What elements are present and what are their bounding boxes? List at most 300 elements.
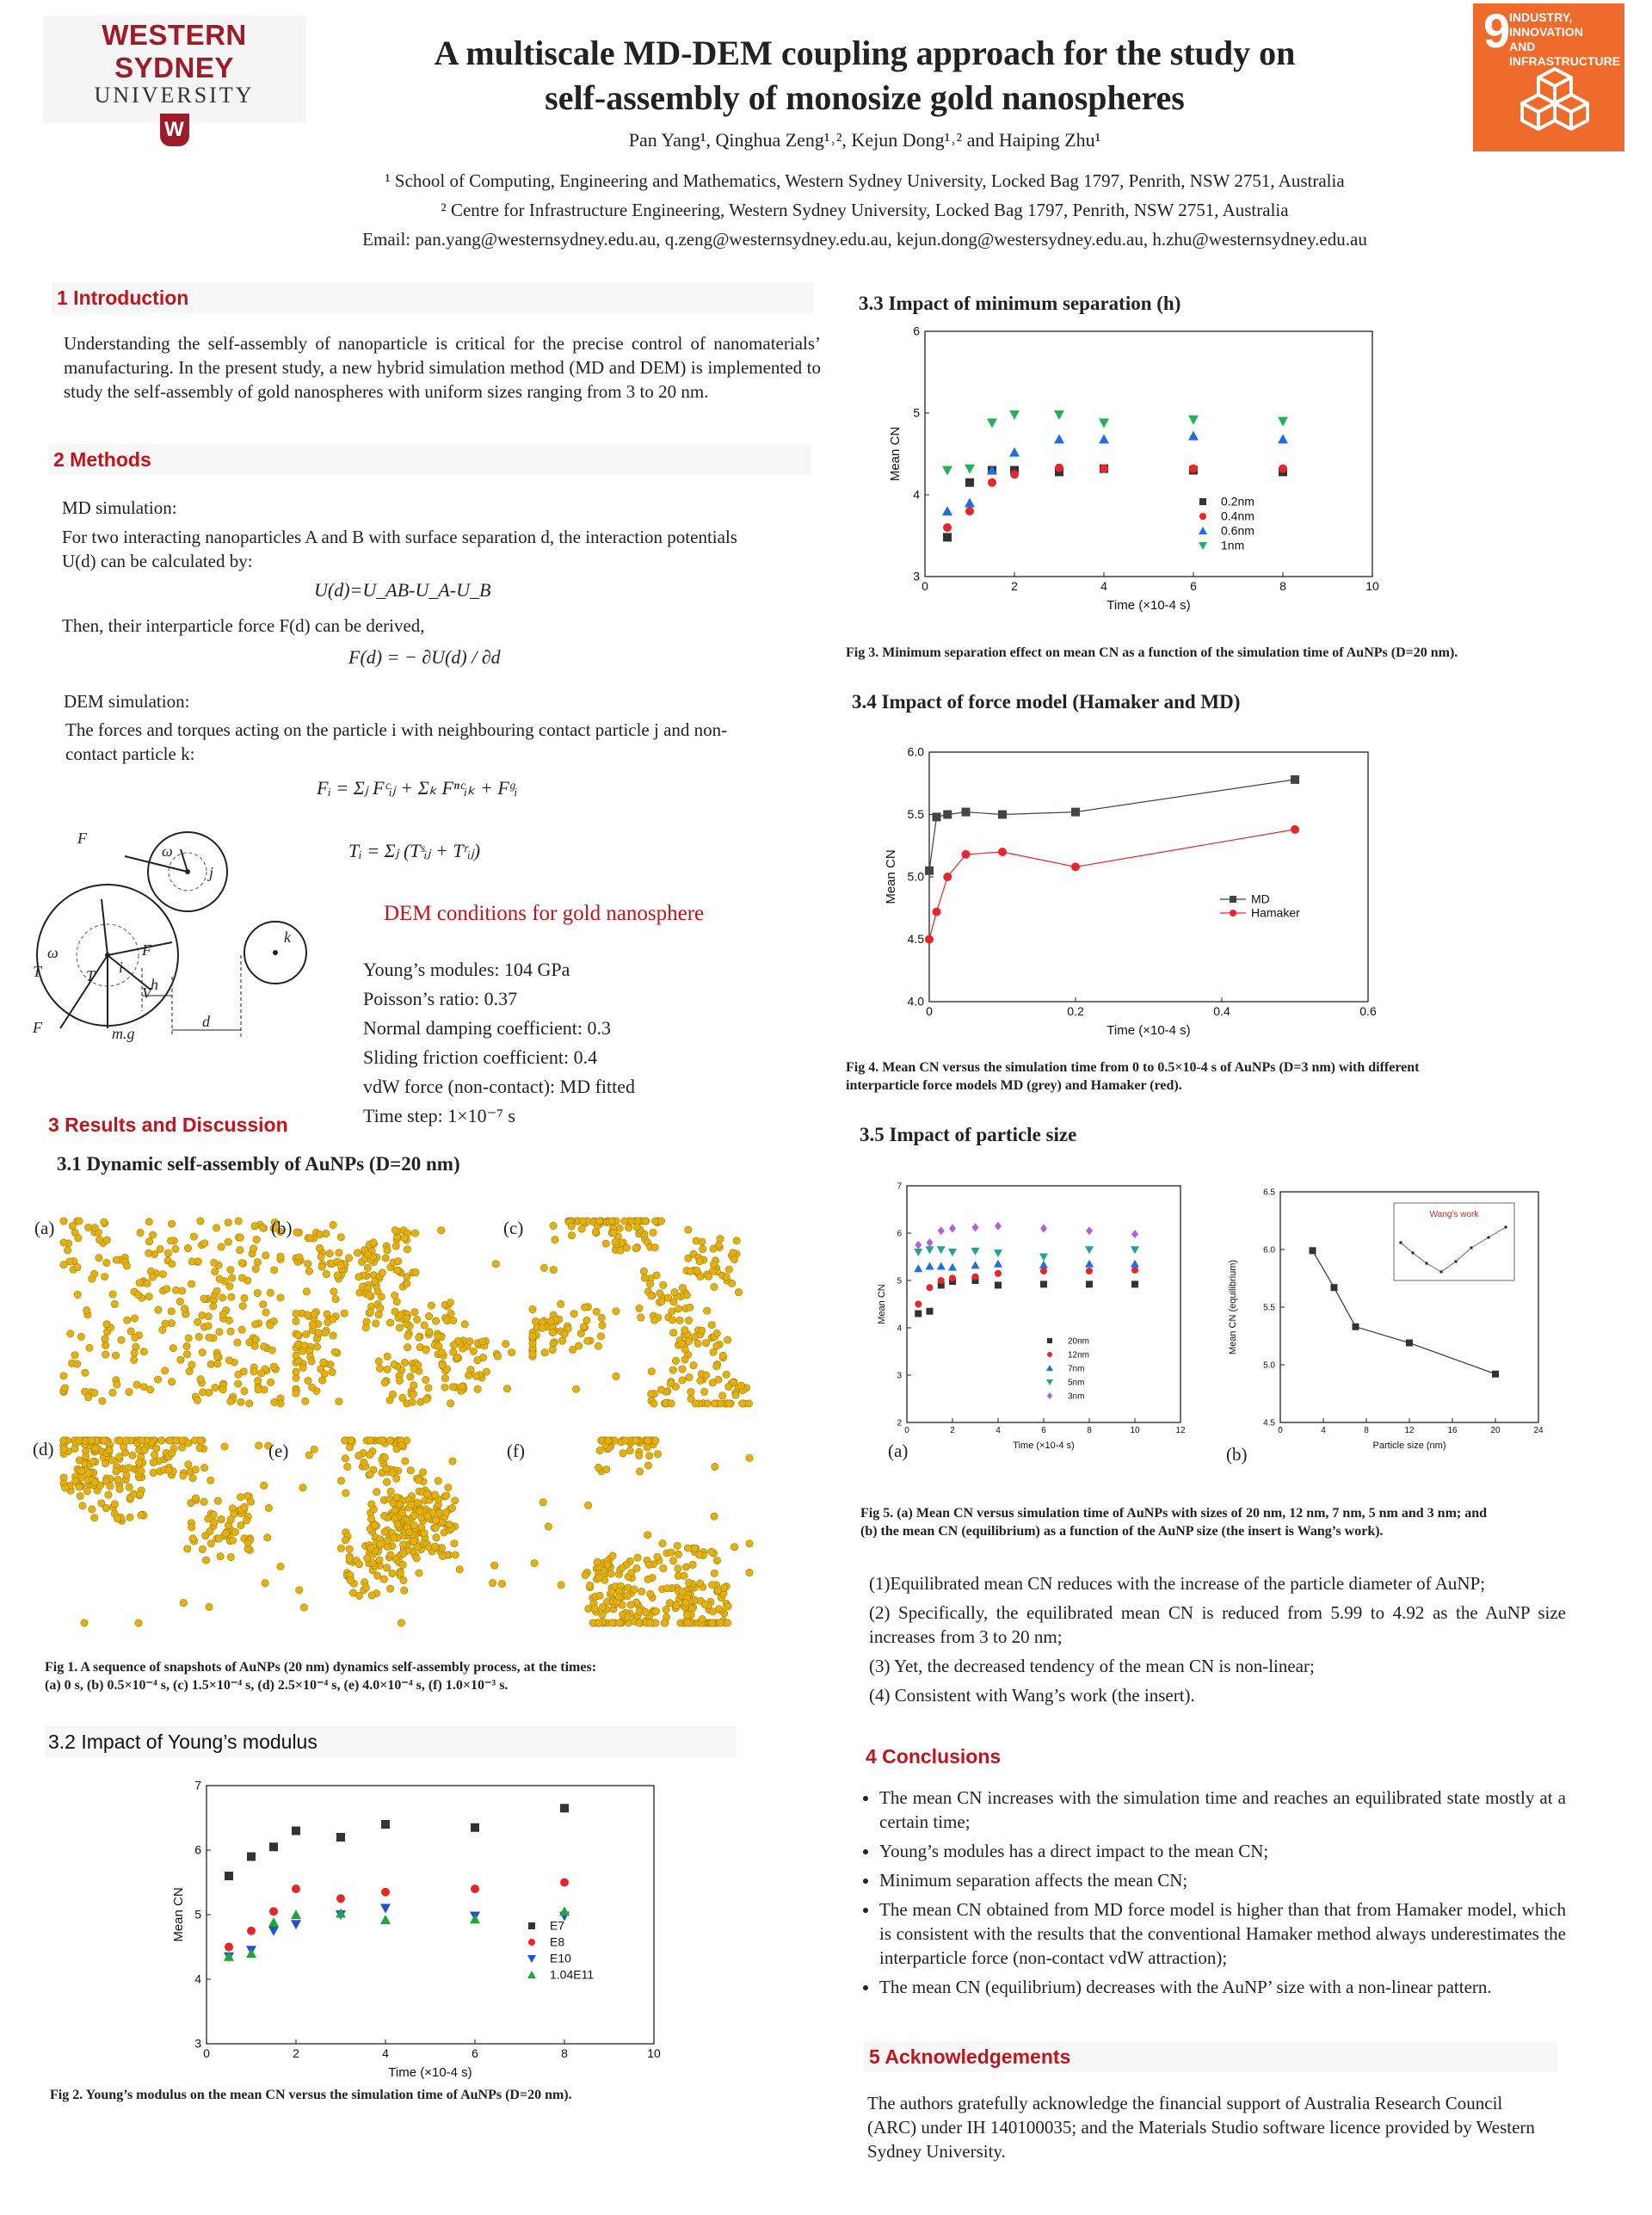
nanoparticle: [650, 1229, 656, 1236]
nanoparticle: [206, 1603, 213, 1610]
nanoparticle: [708, 1548, 715, 1555]
svg-text:F: F: [142, 941, 151, 959]
nanoparticle: [557, 1300, 564, 1307]
fig4-caption: [846, 1058, 1603, 1095]
nanoparticle: [456, 1566, 463, 1573]
nanoparticle: [114, 1476, 121, 1483]
nanoparticle: [682, 1600, 689, 1607]
subsection-3-2: 3.2 Impact of Young’s modulus: [45, 1726, 737, 1757]
nanoparticle: [303, 1288, 310, 1295]
x-tick-label: 2: [293, 2046, 299, 2060]
nanoparticle: [652, 1607, 659, 1614]
nanoparticle: [159, 1271, 166, 1278]
inset-point: [1412, 1252, 1415, 1255]
nanoparticle: [296, 1254, 303, 1261]
nanoparticle: [646, 1280, 653, 1287]
nanoparticle: [400, 1550, 407, 1557]
nanoparticle: [315, 1330, 322, 1336]
nanoparticle: [254, 1289, 261, 1296]
nanoparticle: [293, 1390, 299, 1397]
nanoparticle: [431, 1543, 438, 1550]
nanoparticle: [386, 1585, 393, 1592]
nanoparticle: [696, 1552, 703, 1558]
nanoparticle: [168, 1378, 175, 1385]
data-point: [471, 1885, 479, 1893]
nanoparticle: [192, 1495, 199, 1502]
svg-text:V: V: [142, 984, 151, 1002]
caption-line: Fig 1. A sequence of snapshots of AuNPs (20 nm) dynamics self-assembly process, at the times:: [45, 1660, 597, 1675]
condition-item: vdW force (non-contact): MD fitted: [363, 1076, 636, 1097]
nanoparticle: [303, 1330, 310, 1337]
nanoparticle: [194, 1318, 200, 1325]
condition-item: Sliding friction coefficient: 0.4: [363, 1046, 598, 1068]
nanoparticle: [413, 1555, 420, 1562]
nanoparticle: [449, 1384, 456, 1391]
nanoparticle: [494, 1353, 501, 1360]
nanoparticle: [141, 1447, 148, 1453]
nanoparticle: [234, 1380, 241, 1387]
inset-point: [1440, 1271, 1443, 1274]
nanoparticle: [596, 1592, 603, 1599]
nanoparticle: [138, 1437, 145, 1444]
nanoparticle: [123, 1262, 130, 1269]
nanoparticle: [207, 1540, 214, 1547]
nanoparticle: [77, 1492, 83, 1499]
nanoparticle: [416, 1570, 422, 1576]
nanoparticle: [197, 1437, 204, 1444]
x-tick-label: 2: [950, 1426, 955, 1435]
nanoparticle: [654, 1451, 661, 1458]
y-tick-label: 6.0: [1263, 1245, 1275, 1256]
nanoparticle: [237, 1493, 243, 1500]
fig3-caption: Fig 3. Minimum separation effect on mean CN as a function of the simulation time of AuNPs (D=20 nm).: [846, 645, 1458, 660]
nanoparticle: [354, 1249, 361, 1256]
nanoparticle: [445, 1484, 452, 1490]
nanoparticle: [636, 1468, 643, 1475]
nanoparticle: [474, 1385, 481, 1392]
nanoparticle: [336, 1397, 342, 1404]
nanoparticle: [330, 1288, 337, 1295]
snapshot-label: (a): [34, 1218, 55, 1238]
nanoparticle: [599, 1603, 606, 1610]
nanoparticle: [91, 1479, 98, 1486]
nanoparticle: [330, 1332, 336, 1339]
data-point: [995, 1270, 1002, 1277]
nanoparticle: [529, 1340, 536, 1347]
data-point: [1291, 775, 1299, 784]
nanoparticle: [311, 1311, 317, 1317]
nanoparticle: [636, 1620, 643, 1626]
nanoparticle: [375, 1311, 382, 1318]
nanoparticle: [185, 1461, 192, 1468]
nanoparticle: [309, 1321, 316, 1328]
nanoparticle: [723, 1274, 730, 1280]
x-tick-label: 10: [647, 2046, 661, 2060]
y-axis-label: Mean CN: [171, 1887, 186, 1942]
nanoparticle: [217, 1552, 224, 1559]
nanoparticle: [384, 1537, 391, 1544]
nanoparticle: [219, 1294, 225, 1301]
nanoparticle: [84, 1394, 91, 1401]
nanoparticle: [227, 1266, 234, 1273]
nanoparticle: [69, 1223, 76, 1230]
caption-line: Fig 4. Mean CN versus the simulation time from 0 to 0.5×10-4 s of AuNPs (D=3 nm) with different: [846, 1060, 1420, 1075]
y-axis-label: Mean CN: [877, 1284, 887, 1324]
nanoparticle: [648, 1293, 655, 1299]
data-point: [528, 1939, 535, 1946]
nanoparticle: [717, 1620, 724, 1626]
nanoparticle: [595, 1574, 602, 1581]
snapshot-label: (c): [503, 1218, 524, 1238]
nanoparticle: [155, 1306, 162, 1313]
legend-label: 0.6nm: [1221, 523, 1254, 538]
data-point: [1040, 1280, 1047, 1287]
nanoparticle: [252, 1336, 259, 1343]
nanoparticle: [730, 1256, 737, 1263]
nanoparticle: [199, 1311, 206, 1318]
x-tick-label: 0.2: [1067, 1004, 1084, 1018]
nanoparticle: [687, 1388, 694, 1395]
nanoparticle: [294, 1331, 301, 1338]
nanoparticle: [450, 1348, 457, 1355]
nanoparticle: [299, 1364, 306, 1371]
nanoparticle: [91, 1515, 98, 1521]
nanoparticle: [114, 1381, 120, 1388]
nanoparticle: [116, 1485, 123, 1492]
nanoparticle: [400, 1541, 407, 1548]
x-tick-label: 4: [382, 2046, 389, 2060]
nanoparticle: [529, 1350, 536, 1357]
finding-item: (4) Consistent with Wang’s work (the insert).: [869, 1685, 1195, 1706]
nanoparticle: [745, 1400, 752, 1407]
nanoparticle: [724, 1603, 731, 1610]
data-point: [336, 1894, 345, 1903]
x-tick-label: 0: [922, 579, 928, 593]
nanoparticle: [228, 1293, 235, 1300]
nanoparticle: [114, 1515, 120, 1521]
inset-point: [1488, 1237, 1490, 1239]
nanoparticle: [447, 1299, 453, 1305]
nanoparticle: [131, 1315, 138, 1322]
nanoparticle: [613, 1373, 620, 1379]
data-point: [1131, 1267, 1138, 1274]
nanoparticle: [332, 1295, 339, 1302]
data-point: [1047, 1352, 1052, 1357]
nanoparticle: [213, 1287, 220, 1294]
y-tick-label: 5.5: [907, 807, 924, 822]
nanoparticle: [610, 1230, 617, 1237]
nanoparticle: [211, 1259, 218, 1266]
nanoparticle: [190, 1233, 197, 1240]
nanoparticle: [661, 1620, 668, 1626]
data-point: [269, 1907, 278, 1916]
nanoparticle: [109, 1457, 116, 1464]
nanoparticle: [151, 1451, 157, 1458]
conclusion-item: • The mean CN obtained from MD force model is higher than that from Hamaker model, which is consistent with the results that the conventional Hamaker method always underestimates the interparticle force (non-contact vdW attraction);: [879, 1897, 1566, 1970]
nanoparticle: [226, 1283, 233, 1290]
nanoparticle: [131, 1349, 138, 1356]
nanoparticle: [391, 1226, 398, 1233]
nanoparticle: [98, 1500, 105, 1507]
nanoparticle: [150, 1459, 157, 1465]
nanoparticle: [550, 1222, 557, 1229]
nanoparticle: [478, 1338, 485, 1345]
nanoparticle: [508, 1348, 515, 1355]
data-point: [998, 848, 1007, 856]
nanoparticle: [381, 1528, 388, 1535]
nanoparticle: [644, 1462, 651, 1469]
data-point: [1310, 1247, 1316, 1254]
email-line: Email: pan.yang@westernsydney.edu.au, q.zeng@westernsydney.edu.au, kejun.dong@westersydney.edu.au, h.zhu@westernsydney.edu.au: [362, 229, 1367, 250]
nanoparticle: [334, 1272, 341, 1279]
nanoparticle: [746, 1454, 753, 1461]
y-tick-label: 4: [194, 1971, 201, 1986]
nanoparticle: [241, 1503, 248, 1510]
nanoparticle: [421, 1529, 428, 1536]
nanoparticle: [192, 1466, 199, 1473]
nanoparticle: [188, 1524, 194, 1531]
nanoparticle: [96, 1237, 102, 1243]
data-point: [962, 808, 971, 817]
nanoparticle: [299, 1484, 306, 1491]
data-point: [1406, 1340, 1413, 1347]
legend-label: 1.04E11: [550, 1967, 595, 1982]
x-tick-label: 2: [1011, 579, 1018, 593]
data-point: [1047, 1338, 1052, 1343]
nanoparticle: [136, 1459, 143, 1466]
data-point: [925, 935, 934, 944]
nanoparticle: [413, 1316, 420, 1323]
data-point: [292, 1827, 300, 1836]
y-axis-label: Mean CN (equilibrium): [1228, 1259, 1238, 1355]
nanoparticle: [645, 1453, 652, 1459]
nanoparticle: [126, 1484, 133, 1490]
nanoparticle: [219, 1386, 226, 1393]
sdg-badge: [1473, 3, 1624, 151]
nanoparticle: [393, 1267, 400, 1274]
nanoparticle: [362, 1584, 369, 1591]
nanoparticle: [377, 1540, 384, 1547]
fig5-caption: [860, 1504, 1618, 1540]
nanoparticle: [384, 1247, 391, 1254]
equation-potential: U(d)=U_AB-U_A-U_B: [314, 579, 491, 601]
nanoparticle: [101, 1437, 108, 1444]
nanoparticle: [483, 1368, 490, 1375]
nanoparticle: [725, 1400, 732, 1407]
data-point: [972, 1274, 979, 1280]
y-axis-label: Mean CN: [888, 426, 903, 482]
y-tick-label: 5.0: [907, 869, 924, 884]
nanoparticle: [367, 1515, 374, 1522]
data-point: [1199, 498, 1206, 505]
nanoparticle: [238, 1259, 245, 1266]
x-tick-label: 0: [1278, 1426, 1283, 1435]
nanoparticle: [227, 1516, 234, 1523]
nanoparticle: [435, 1478, 441, 1484]
nanoparticle: [149, 1274, 156, 1280]
nanoparticle: [410, 1366, 417, 1373]
nanoparticle: [598, 1314, 605, 1321]
nanoparticle: [552, 1236, 558, 1243]
nanoparticle: [88, 1437, 95, 1444]
nanoparticle: [293, 1310, 299, 1317]
nanoparticle: [349, 1589, 356, 1596]
nanoparticle: [246, 1400, 253, 1407]
nanoparticle: [406, 1528, 413, 1535]
nanoparticle: [145, 1237, 152, 1244]
nanoparticle: [178, 1444, 185, 1451]
x-tick-label: 10: [1365, 579, 1379, 593]
nanoparticle: [421, 1322, 428, 1329]
nanoparticle: [83, 1488, 90, 1495]
nanoparticle: [150, 1469, 157, 1476]
nanoparticle: [164, 1249, 171, 1256]
nanoparticle: [367, 1545, 374, 1552]
nanoparticle: [676, 1317, 683, 1323]
legend-label: E7: [550, 1918, 565, 1933]
x-tick-label: 20: [1490, 1426, 1501, 1435]
y-tick-label: 5: [194, 1907, 201, 1922]
svg-text:T: T: [33, 963, 42, 980]
nanoparticle: [596, 1447, 603, 1453]
nanoparticle: [188, 1361, 195, 1368]
nanoparticle: [616, 1225, 623, 1231]
nanoparticle: [135, 1620, 142, 1626]
nanoparticle: [384, 1353, 391, 1360]
nanoparticle: [168, 1220, 175, 1227]
nanoparticle: [238, 1274, 245, 1281]
nanoparticle: [244, 1539, 251, 1546]
md-label: MD simulation:: [62, 497, 177, 518]
section-ack-heading: 5 Acknowledgements: [864, 2041, 1557, 2072]
nanoparticle: [431, 1491, 438, 1498]
logo-line1: WESTERN SYDNEY: [102, 19, 247, 83]
nanoparticle: [558, 1582, 564, 1589]
nanoparticle: [184, 1244, 191, 1251]
condition-item: Normal damping coefficient: 0.3: [363, 1017, 611, 1039]
nanoparticle: [717, 1236, 724, 1243]
x-tick-label: 8: [1087, 1426, 1092, 1435]
nanoparticle: [415, 1477, 422, 1484]
nanoparticle: [320, 1359, 327, 1366]
nanoparticle: [675, 1565, 681, 1572]
snapshot-panel: [531, 1437, 753, 1626]
nanoparticle: [373, 1320, 379, 1327]
nanoparticle: [595, 1464, 601, 1471]
svg-text:i: i: [119, 959, 124, 976]
nanoparticle: [671, 1288, 678, 1295]
snapshot-panel: [293, 1221, 515, 1407]
nanoparticle: [609, 1620, 616, 1626]
nanoparticle: [549, 1329, 556, 1336]
nanoparticle: [92, 1445, 99, 1452]
nanoparticle: [449, 1458, 456, 1465]
nanoparticle: [195, 1333, 202, 1340]
title-line: self-assembly of monosize gold nanospheres: [545, 78, 1185, 117]
nanoparticle: [330, 1221, 336, 1228]
nanoparticle: [126, 1388, 133, 1395]
nanoparticle: [218, 1243, 225, 1250]
snapshot-panel: [60, 1218, 284, 1407]
x-tick-label: 12: [1175, 1426, 1186, 1435]
nanoparticle: [243, 1517, 250, 1524]
nanoparticle: [423, 1490, 430, 1497]
nanoparticle: [646, 1620, 653, 1626]
y-tick-label: 6.5: [1263, 1188, 1275, 1198]
nanoparticle: [103, 1237, 110, 1243]
nanoparticle: [188, 1258, 195, 1265]
nanoparticle: [346, 1546, 353, 1552]
nanoparticle: [157, 1245, 163, 1252]
nanoparticle: [188, 1280, 194, 1287]
nanoparticle: [694, 1340, 701, 1347]
nanoparticle: [391, 1534, 398, 1541]
data-point: [998, 811, 1007, 819]
nanoparticle: [503, 1385, 510, 1392]
nanoparticle: [71, 1229, 78, 1236]
fig2-caption: Fig 2. Young’s modulus on the mean CN versus the simulation time of AuNPs (D=20 nm).: [50, 2088, 572, 2102]
nanoparticle: [126, 1514, 133, 1521]
y-tick-label: 5: [913, 405, 920, 420]
conclusion-item: • The mean CN (equilibrium) decreases with the AuNP’ size with a non-linear pattern.: [879, 1975, 1566, 1999]
nanoparticle: [99, 1397, 106, 1404]
nanoparticle: [402, 1458, 409, 1465]
nanoparticle: [293, 1229, 300, 1236]
nanoparticle: [579, 1218, 586, 1225]
nanoparticle: [682, 1564, 689, 1570]
y-tick-label: 4: [897, 1323, 902, 1334]
nanoparticle: [452, 1552, 459, 1558]
svg-text:ω: ω: [162, 842, 173, 860]
nanoparticle: [116, 1453, 123, 1460]
nanoparticle: [459, 1383, 465, 1390]
x-tick-label: 16: [1447, 1426, 1458, 1435]
nanoparticle: [692, 1400, 699, 1407]
nanoparticle: [165, 1466, 172, 1473]
nanoparticle: [594, 1558, 601, 1565]
nanoparticle: [691, 1545, 698, 1552]
nanoparticle: [725, 1383, 732, 1390]
x-tick-label: 8: [561, 2046, 568, 2060]
nanoparticle: [391, 1292, 398, 1299]
condition-item: Poisson’s ratio: 0.37: [363, 988, 518, 1009]
nanoparticle: [404, 1343, 410, 1350]
svg-text:F: F: [77, 830, 87, 847]
nanoparticle: [432, 1524, 439, 1531]
section-results-heading: 3 Results and Discussion: [45, 1110, 324, 1139]
nanoparticle: [703, 1307, 710, 1314]
nanoparticle: [219, 1311, 226, 1317]
nanoparticle: [181, 1305, 188, 1312]
nanoparticle: [243, 1492, 250, 1499]
nanoparticle: [107, 1483, 114, 1490]
nanoparticle: [397, 1570, 404, 1576]
nanoparticle: [74, 1263, 81, 1270]
nanoparticle: [200, 1498, 207, 1505]
nanoparticle: [394, 1521, 401, 1527]
nanoparticle: [331, 1348, 338, 1355]
nanoparticle: [403, 1315, 410, 1322]
nanoparticle: [410, 1382, 417, 1389]
nanoparticle: [404, 1332, 411, 1339]
intro-text: Understanding the self-assembly of nanoparticle is critical for the precise control of nanomaterials’ manufacturing. In the present study, a new hybrid simulation method (MD and DEM) is implemented to study the self-assembly of gold nanospheres with uniform sizes ranging from 3 to 20 nm.: [64, 333, 821, 402]
data-point: [1492, 1371, 1499, 1378]
nanoparticle: [410, 1521, 417, 1528]
nanoparticle: [728, 1280, 735, 1286]
nanoparticle: [387, 1488, 394, 1495]
nanoparticle: [227, 1397, 234, 1404]
nanoparticle: [638, 1588, 645, 1595]
